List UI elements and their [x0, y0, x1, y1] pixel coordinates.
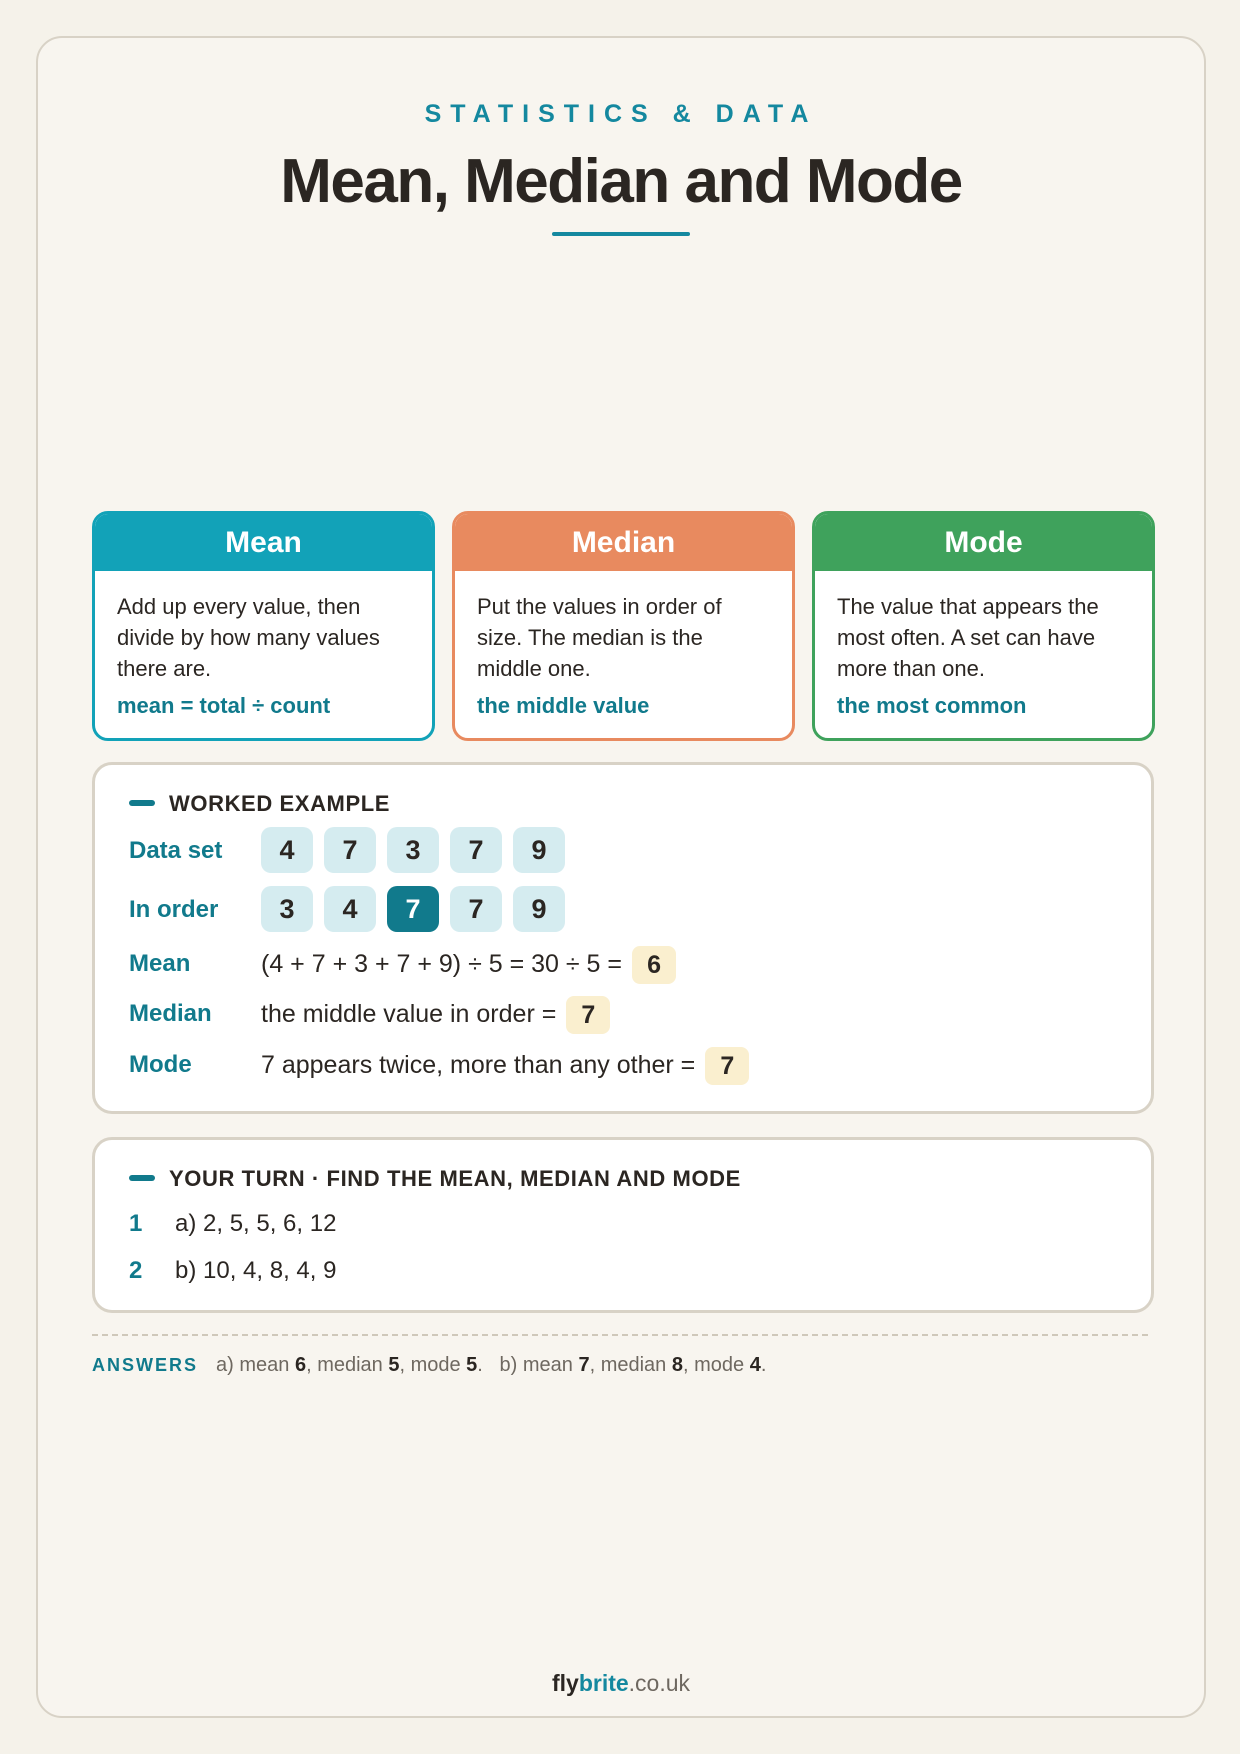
data-tile: 4 [261, 827, 313, 873]
answer-text: , mode [399, 1354, 467, 1376]
worksheet-page [36, 36, 1206, 1718]
page-title: Mean, Median and Mode [280, 147, 962, 216]
mean-working [261, 940, 676, 988]
card-mean-description: Add up every value, then divide by how many values there are. [117, 594, 380, 681]
ordered-tile: 3 [261, 886, 313, 932]
heading-dash-icon [129, 1175, 155, 1181]
eyebrow-subject: STATISTICS & DATA [424, 100, 818, 128]
answer-text: , median [589, 1354, 672, 1376]
question-row [129, 1206, 336, 1242]
answer-text: , median [306, 1354, 389, 1376]
answers-label: ANSWERS [92, 1355, 199, 1375]
answer-value: 4 [749, 1354, 761, 1376]
worked-example-heading-text: WORKED EXAMPLE [169, 791, 391, 816]
mode-working [261, 1041, 749, 1089]
answer-text: . [477, 1354, 483, 1376]
answer-value: 5 [388, 1354, 400, 1376]
worked-example-box [92, 762, 1154, 1114]
median-explanation: the middle value in order = [261, 1000, 557, 1028]
ordered-tile: 4 [324, 886, 376, 932]
your-turn-heading [129, 1166, 741, 1192]
mean-calculation: (4 + 7 + 3 + 7 + 9) ÷ 5 = 30 ÷ 5 = [261, 950, 623, 978]
answers-divider [92, 1334, 1148, 1336]
data-tile: 9 [513, 827, 565, 873]
brand-footer [38, 1670, 1204, 1697]
question-number: 1 [129, 1210, 143, 1237]
card-mean-title: Mean [95, 514, 432, 571]
answer-b [500, 1354, 767, 1376]
answers-line [92, 1354, 766, 1377]
answer-a [216, 1354, 483, 1376]
concept-cards [92, 511, 1152, 739]
question-row [129, 1253, 336, 1289]
card-median-rule: the middle value [477, 693, 650, 718]
worked-example-heading [129, 791, 390, 817]
answer-value: 5 [466, 1354, 478, 1376]
card-mode-title: Mode [815, 514, 1152, 571]
card-mean-rule: mean = total ÷ count [117, 693, 331, 718]
card-mean [92, 511, 435, 741]
mean-answer: 6 [632, 946, 676, 984]
mode-answer: 7 [705, 1047, 749, 1085]
in-order-label: In order [129, 896, 219, 923]
answer-value: 7 [578, 1354, 590, 1376]
title-underline [552, 232, 690, 236]
brand-fly: fly [551, 1670, 579, 1696]
mean-label: Mean [129, 950, 191, 977]
answer-value: 8 [671, 1354, 683, 1376]
card-mode-rule: the most common [837, 693, 1027, 718]
question-values: a) 2, 5, 5, 6, 12 [175, 1210, 337, 1237]
data-tile: 7 [450, 827, 502, 873]
heading-dash-icon [129, 800, 155, 806]
your-turn-heading-text: YOUR TURN · FIND THE MEAN, MEDIAN AND MODE [169, 1166, 741, 1191]
data-set-label: Data set [129, 837, 223, 864]
card-median-body [455, 571, 792, 721]
median-answer: 7 [566, 996, 610, 1034]
answer-text: , mode [682, 1354, 750, 1376]
data-tile: 7 [324, 827, 376, 873]
your-turn-box [92, 1137, 1154, 1313]
card-median-description: Put the values in order of size. The median is the middle one. [477, 594, 722, 681]
question-values: b) 10, 4, 8, 4, 9 [175, 1257, 337, 1284]
card-mean-body [95, 571, 432, 721]
answer-text: a) mean [216, 1354, 295, 1376]
card-mode-description: The value that appears the most often. A set can have more than one. [837, 594, 1099, 681]
median-working [261, 990, 610, 1038]
card-mode-body [815, 571, 1152, 721]
brand-brite: brite [578, 1670, 629, 1696]
brand-domain: .co.uk [628, 1670, 691, 1696]
median-label: Median [129, 1000, 212, 1027]
ordered-tile: 9 [513, 886, 565, 932]
answer-value: 6 [294, 1354, 307, 1376]
mode-explanation: 7 appears twice, more than any other = [261, 1051, 696, 1079]
mode-label: Mode [129, 1051, 192, 1078]
answer-text: b) mean [499, 1354, 579, 1376]
card-median-title: Median [455, 514, 792, 571]
card-mode [812, 511, 1155, 741]
card-median [452, 511, 795, 741]
ordered-tile: 7 [387, 886, 439, 932]
answer-text: . [760, 1354, 767, 1376]
question-number: 2 [129, 1257, 143, 1284]
ordered-tile: 7 [450, 886, 502, 932]
data-tile: 3 [387, 827, 439, 873]
